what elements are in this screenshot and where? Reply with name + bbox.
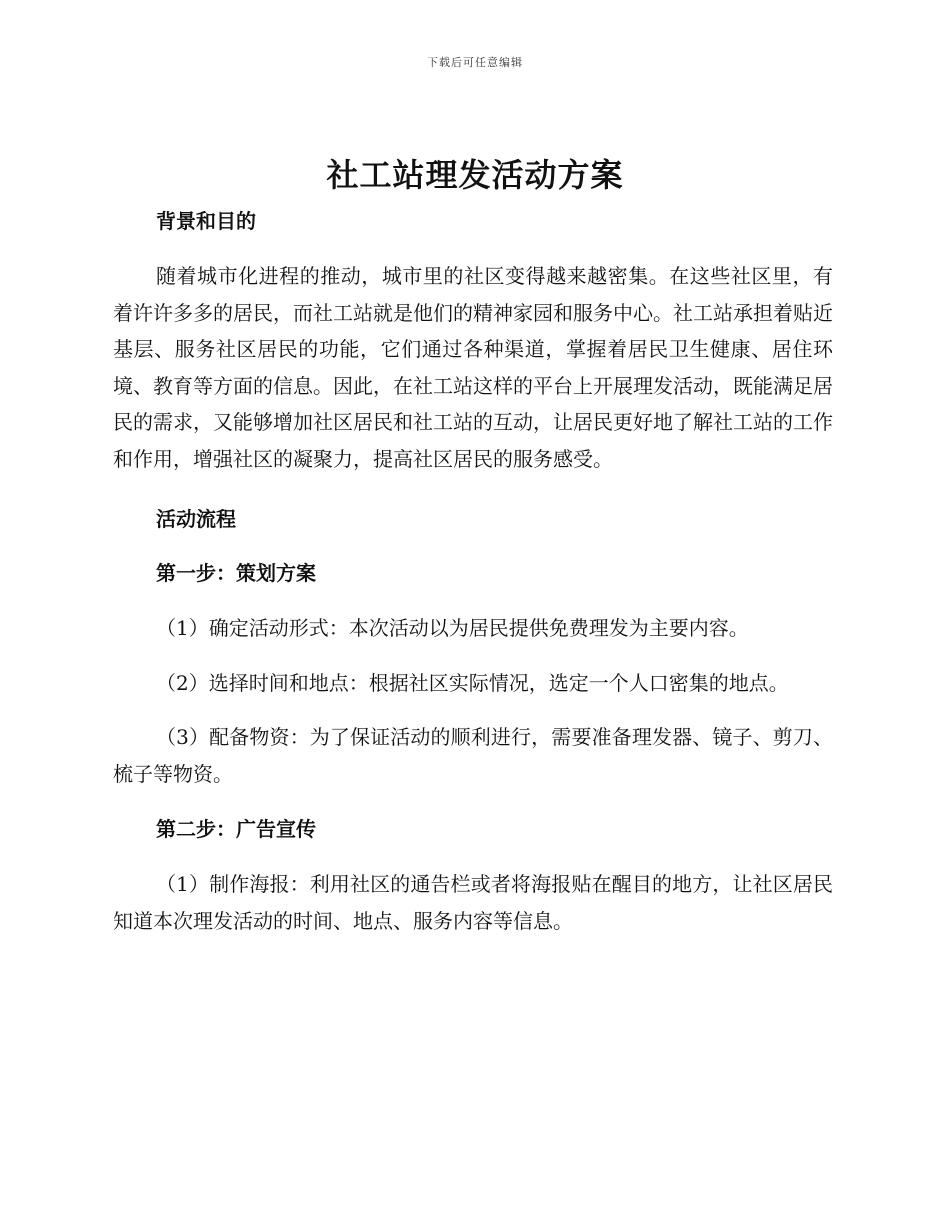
paragraph-step1-item-2: （2）选择时间和地点：根据社区实际情况，选定一个人口密集的地点。 xyxy=(156,670,789,695)
section-heading-background: 背景和目的 xyxy=(156,209,256,233)
section-heading-step-1: 第一步：策划方案 xyxy=(156,561,316,585)
paragraph-step2-item-1: （1）制作海报：利用社区的通告栏或者将海报贴在醒目的地方，让社区居民知道本次理发活动的时间、地点、服务内容等信息。 xyxy=(113,872,833,933)
paragraph-step1-item-3: （3）配备物资：为了保证活动的顺利进行，需要准备理发器、镜子、剪刀、梳子等物资。 xyxy=(113,725,833,786)
paragraph-background: 随着城市化进程的推动，城市里的社区变得越来越密集。在这些社区里，有着许许多多的居民，而社工站就是他们的精神家园和服务中心。社工站承担着贴近基层、服务社区居民的功能，它们通过各种渠道，掌握着居民卫生健康、居住环境、教育等方面的信息。因此，在社工站这样的平台上开展理发活动，既能满足居民的需求，又能够增加社区居民和社工站的互动，让居民更好地了解社工站的工作和作用，增强社区的凝聚力，提高社区居民的服务感受。 xyxy=(113,264,833,471)
paragraph-step1-item-1: （1）确定活动形式：本次活动以为居民提供免费理发为主要内容。 xyxy=(156,616,749,640)
document-title: 社工站理发活动方案 xyxy=(326,156,624,194)
page-header-note: 下载后可任意编辑 xyxy=(427,56,523,69)
section-heading-activity-flow: 活动流程 xyxy=(156,507,236,531)
section-heading-step-2: 第二步：广告宣传 xyxy=(156,817,316,841)
document-body xyxy=(113,204,833,939)
